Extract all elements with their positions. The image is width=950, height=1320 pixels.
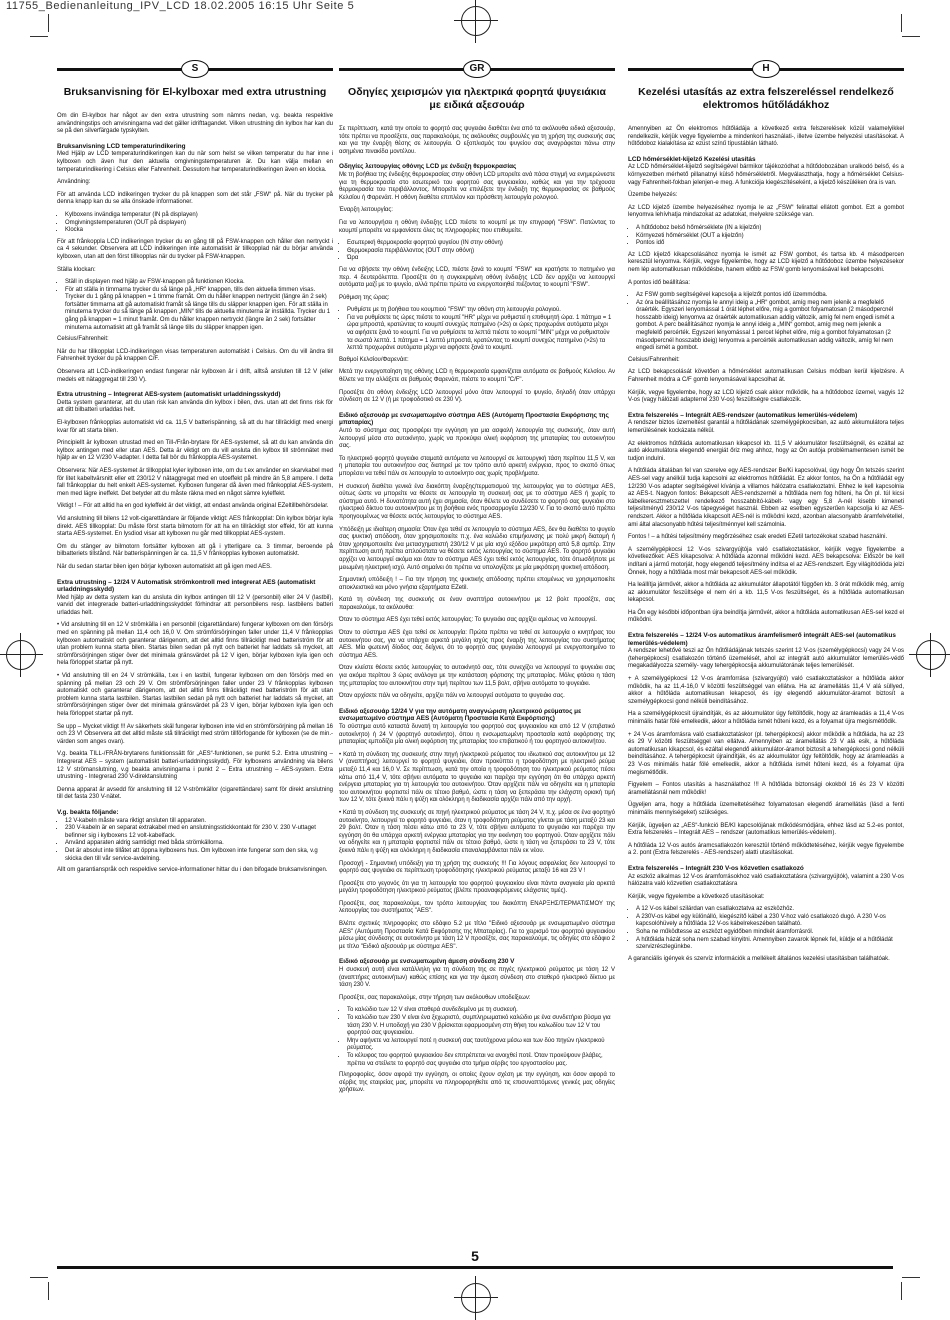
paragraph: A hűtőláda általában fel van szerelve egy AES-rendszer Be/Ki kapcsolóval, úgy hogy Ön tetszés szerint AES-sel vagy anélkül tudja kapcsolni az elektromos hűtőládát. Ez akkor fontos, ha Ön a hűtőládát egy 12/230 V-os adapter segítségével kívánja a villamos hálózatra csatlakoztatni. Ehhez le kell kapcsolnia az AES-t. Nagyon fontos: Bekapcsolt AES-rendszernél a hűtőláda nem fog hűteni, ha Ön pl. túl kicsi kábelkeresztmetszettel rendelkező hosszabbító-kábelt- vagy egy 5,8 A-nél kisebb kimeneti teljesítményű 230/12 V-os tápegységet használ. Ebben az esetben egyszerűen kapcsolja ki az AES-rendszert. Akkor a hűtőláda kikapcsolt AES-nél is működni kezd, azonban alacsonyabb áramfelvétellel, ami által alacsonyabb hűtési teljesítménnyel kell számolnia.: [628, 468, 904, 528]
list-item: • A hűtőláda házát soha nem szabad kinyitni. Amennyiben zavarok lépnek fel, küldje el a hűtőládát szervizrészlegünkbe.: [636, 937, 904, 952]
paragraph: Ha Ön egy későbbi időpontban újra beindítja járművét, akkor a hűtőláda automatikusan AES-sel kezd el működni.: [628, 609, 904, 624]
paragraph: Om din El-kylbox har något av den extra utrustning som nämns nedan, v.g. beakta respektive användningstips och anvisningarna vad det gäller idrifttagandet. Vilken utrustning din kylbox har kan du se på den silverfärgade typskylten.: [57, 113, 333, 135]
paragraph: + A személygépkocsi 12 V-os áramforrása (szivargyújtó) való csatlakoztatáskor a hűtőláda akkor működik, ha az 11,4-16,0 V közötti feszültséggel van ellátva. Ha az áramellátás 11,4 V alá süllyed, akkor a hűtőláda automatikusan lekapcsol, és így elegendő akkumulátor-áramot biztosít a személygépkocsi gond nélküli beindításához.: [628, 676, 904, 705]
bullet-list: [628, 225, 904, 248]
registration-mark-top: [461, 6, 491, 36]
paragraph: A rendszer lehetővé teszi az Ön hűtőládájának tetszés szerint 12 V-os (személygépkocsi) vagy 24 V-os (tehergépkocsi) csatlakozón történő üzemelését, ahol az integrált autó akkumulátor lemerülés-védő megakadályozza személy- vagy tehergépkocsija akkumulátorának teljes lemerülését.: [628, 648, 904, 670]
list-item: • Για να ρυθμίσετε τις ώρες πιέστε το κουμπί "HR" μέχρι να ρυθμιστεί η επιθυμητή ώρα. 1 πάτημα = 1 ώρα μπροστά, κρατώντας το κουμπί συνεχώς πατημένο (>2s) οι ώρες προχωράνε αυτόματα μέχρι να αφήσετε ξανά το κουμπί. Για να ρυθμίσετε τα λεπτά πιέστε το κουμπί "MIN" μέχρι να ρυθμιστούν τα σωστά λεπτά. 1 πάτημα = 1 λεπτό μπροστά, κρατώντας το κουμπί συνεχώς πατημένο (>2s) τα λεπτά προχωράνε αυτόματα μέχρι να αφήσετε ξανά το κουμπί.: [347, 315, 615, 353]
list-item: • Az óra beállításához nyomja le annyi ideig a „HR“ gombot, amíg meg nem jelenik a megfelelő óraérték. Egyszeri lenyomással 1 órát léphet előre, míg a gombot folyamatosan (2 másodpercnél hosszabb ideig) lenyomva az óraérték automatikusan addig változik, amíg fel nem engedi ismét a gombot. A perc beállításához nyomja le annyi ideig a „MIN“ gombot, amíg meg nem jelenik a megfelelő percérték. Egyszeri lenyomással 1 percet léphet előre, míg a gombot folyamatosan (2 másodpercnél hosszabb ideig) lenyomva a percérték automatikusan addig változik, amíg fel nem engedi ismét a gombot.: [636, 300, 904, 353]
paragraph: Έναρξη λειτουργίας:: [339, 207, 393, 214]
paragraph: Kérjük, vegye figyelembe a következő utasításokat:: [628, 893, 765, 900]
bullet-list: [339, 307, 615, 353]
registration-mark-left: [6, 640, 36, 670]
paragraph: Για να λειτουργήσει η οθόνη ένδειξης LCD πιέστε το κουμπί με την επιγραφή "FSW". Πατώντας το κουμπί μπορείτε να εμφανίσετε όλες τις πληροφορίες που επιθυμείτε.: [339, 219, 615, 234]
paragraph: Μετά την ενεργοποίηση της οθόνης LCD η θερμοκρασία εμφανίζεται αυτόματα σε βαθμούς Κελσίου. Αν θέλετε να την αλλάξετε σε βαθμούς Φαρενάιτ, πιέστε το κουμπί "C/F".: [339, 369, 615, 384]
bullet-list: [628, 292, 904, 353]
list-item: • A hűtődoboz belső hőmérséklete (IN a kijelzőn): [636, 225, 904, 233]
paragraph: A rendszer biztos üzemeltést garantál a hűtőládának személygépkocsiban, az autó akkumulátora teljes lemerülésének kockázata nélkül.: [628, 420, 904, 434]
paragraph: Ha leállítja járművét, akkor a hűtőláda az akkumulátor állapotától függően kb. 3 órát működik még, amíg az akkumulátor feszültsége el nem éri a kb. 11,5 V-os feszültséget, és a hűtőláda automatikusan lekapcsol.: [628, 582, 904, 604]
paragraph: Η συσκευή διαθέτει γενικά ένα διακόπτη έναρξης/τερματισμού της λειτουργίας για το σύστημα AES, ούτως ώστε να μπορείτε να θέσετε σε λειτουργία τη συσκευή σας με το σύστημα AES ή χωρίς το σύστημα αυτό. Η δυνατότητα αυτή έχει σημασία, όταν θέλετε να συνδέσετε το φορητό σας ψυγειάκι στο ηλεκτρικό δίκτυο του αυτοκινήτου με τη βοήθεια ενός προσαρμογέα 12/230 V. Για το σκοπό αυτό πρέπει προηγουμένως να θέσετε εκτός λειτουργίας το σύστημα AES.: [339, 483, 615, 520]
list-item: • A 12 V-os kábel szilárdan van csatlakoztatva az eszközhöz.: [636, 906, 904, 914]
paragraph: Detta system garanterar, att du utan risk kan använda din kylbox i bilen, dvs. utan att det finns risk för att ditt bilbatteri urladdas helt.: [57, 399, 333, 414]
paragraph: För att använda LCD indikeringen trycker du på knappen som det står „FSW“ på. När du trycker på denna knapp kan du se alla önskade informationer.: [57, 191, 333, 206]
paragraph: Kérjük, vegye figyelembe, hogy az LCD kijelző csak akkor működik, ha a hűtődoboz üzemel, vagyis 12 V-os (vagy hálózati adapterrel 230 V-os) feszültségre csatlakozik.: [628, 389, 904, 404]
paragraph: Az eszköz alkalmas 12 V-os áramforrásokhoz való csatlakoztatásra (szivargyújtók), valamint a 230 V-os hálózatra való közvetlen csatlakoztatásra: [628, 873, 904, 888]
bullet-list: [339, 1007, 615, 1068]
paragraph: Το ηλεκτρικό φορητό ψυγειάκι σταματά αυτόματα να λειτουργεί σε λειτουργική τάση περίπου 11,5 V, και η μπαταρία του αυτοκινήτου σας διατηρεί με τον τρόπο αυτό αρκετή ενέργεια, προς το σκοπό όπως μπορέσει να τεθεί πάλι σε λειτουργία το αυτοκίνητο σας χωρίς προβλήματα.: [339, 455, 615, 477]
paragraph: Όταν το σύστημα AES έχει τεθεί σε λειτουργία: Πρώτα πρέπει να τεθεί σε λειτουργία ο κινητήρας του αυτοκινήτου σας, για να υπάρχει αρκετά μεγάλη ισχύς προς έναρξη της λειτουργίας του συστήματος AES. Μία φωτεινή δίοδος σας δείχνει, ότι το φορητό σας ψυγειάκι λειτουργεί με ενεργοποιημένο το σύστημα AES.: [339, 630, 615, 659]
page-number: 5: [471, 1248, 479, 1264]
column-body: [628, 126, 904, 963]
paragraph: För att frånkoppla LCD indikeringen trycker du en gång till på FSW-knappen och håller den nertryckt i ca 4 sekunder. Observera att LCD indikeringen inte automatiskt är tillkopplad när du börjar använda kylboxen, utan att den först tillkopplas när du trycker på FSW-knappen.: [57, 238, 333, 260]
list-item: • Ώρα: [347, 255, 615, 263]
paragraph: Όταν το σύστημα AES έχει τεθεί εκτός λειτουργίας: Το ψυγειάκι σας αρχίζει αμέσως να λειτουργεί.: [339, 617, 597, 624]
paragraph: A garanciális igények és szervíz információk a mellékelt általános kezelési utasításban találhatóak.: [628, 955, 890, 962]
paragraph: Για να σβήσετε την οθόνη ένδειξης LCD, πιέστε ξανά το κουμπί "FSW" και κρατήστε το πατημένο για περ. 4 δευτερόλεπτα. Προσέξτε ότι η συγκεκριμένη οθόνη ένδειξης LCD δεν αρχίζει να λειτουργεί αυτόματα μαζί με το ψυγείο, αλλά πρέπει πρώτα να ενεργοποιηθεί πιέζοντας το κουμπί "FSW".: [339, 266, 615, 289]
paragraph: • Κατά τη σύνδεση της συσκευής σε πηγή ηλεκτρικού ρεύματος με τάση 24 V, π.χ. μέσα σε ένα φορτηγό αυτοκίνητο, λειτουργεί το φορητό ψυγειάκι, όταν η τροφοδότηση ρεύματος γίνεται με τάση μεταξύ 23 και 29 βολτ. Όταν η τάση πέσει κάτω από τα 23 V, τότε σβήνει αυτόματα το ψυγειάκι και παρέχει την εγγύηση ότι θα υπάρχει αρκετή ενέργεια μπαταρίας για την εκκίνηση του φορτηγού. Όταν αρχίζετε πάλι να οδηγείτε και η μπαταρία φορτιστεί πάλι σε τέτοιο βαθμό, ώστε η τάση να ξεπεράσει τα 23 V, τότε ξεκινά πάλι η ψύξη και ολόκληρη η διαδικασία επαναλαμβάνεται πάλι εκ νέου.: [339, 809, 615, 854]
bullet-list: [57, 818, 333, 864]
paragraph: Προσέξτε, σας παρακαλούμε, τον τρόπο λειτουργίας του διακόπτη ΕΝΑΡΞΗΣ/ΤΕΡΜΑΤΙΣΜΟΥ της λειτουργίας του συστήματος "AES".: [339, 900, 615, 915]
paragraph: Celsius/Fahrenheit:: [57, 336, 109, 343]
registration-mark-bottom: [461, 1283, 491, 1313]
paragraph: Προσέξτε, σας παρακαλούμε, στην τήρηση των ακόλουθων υποδείξεων:: [339, 994, 531, 1001]
section-heading: Ειδικό αξεσουάρ 12/24 V για την αυτόματη αναγνώριση ηλεκτρικού ρεύματος με ενσωματωμένο σύστημα AES (Αυτόματη Προστασία Κατά Εκφόρτισης): [339, 707, 582, 723]
paragraph: • Κατά τη σύνδεση της συσκευής στην πηγή ηλεκτρικού ρεύματος του ιδιωτικού σας αυτοκινήτου με 12 V (αναπτήρας) λειτουργεί το φορητό ψυγειάκι, όταν προκύπτει η τροφοδότηση με ηλεκτρικό ρεύμα μεταξύ 11,4 και 16,0 V. Σε περίπτωση, κατά την οποία η τροφοδότηση του ηλεκτρικού ρεύματος πέσει κάτω από 11,4 V, τότε σβήνει αυτόματα το ψυγειάκι και παρέχει την εγγύηση ότι θα υπάρχει αρκετή ενέργεια μπαταρίας για τη λειτουργία του αυτοκινήτου. Όταν αρχίζετε πάλι να οδηγείτε και η μπαταρία του αυτοκινήτου φορτιστεί πάλι σε τέτοιο βαθμό, ώστε η τάση να ξεπεράσει την ελάχιστη οριακή τιμή των 12 V, τότε ξεκινά πάλι η ψύξη και ολόκληρη η διαδικασία αρχίζει πάλι από την αρχή.: [339, 751, 615, 804]
list-item: • A 230V-os kábel egy különálló, kiegészítő kábel a 230 V-hoz való csatlakozó dugó. A 230 V-os kapcsolóhüvely a hűtőláda 12 V-os kábelrekeszében található.: [636, 914, 904, 929]
list-item: • Környezeti hőmérséklet (OUT a kijelzőn): [636, 233, 904, 241]
paragraph: Κατά τη σύνδεση της συσκευής σε έναν αναπτήρα αυτοκινήτου με 12 βολτ προσέξτε, σας παρακαλούμε, τα ακόλουθα:: [339, 597, 615, 611]
paragraph: Fontos ! – a hűtési teljesítmény megőrzéséhez csak eredeti EZetil tartozékokat szabad használni.: [628, 534, 888, 541]
list-item: • Ρυθμίστε με τη βοήθεια του κουμπιού "FSW" την οθόνη στη λειτουργία ρολογιού.: [347, 307, 615, 315]
paragraph: A pontos idő beállítása:: [628, 279, 691, 286]
paragraph: Allt om garantianspråk och respektive service-informationer hittar du i den bifogade bruksanvisningen.: [57, 867, 328, 874]
paragraph: Amennyiben az Ön elektromos hűtőládája a következő extra felszerelések közül valamelyikkel rendelkezik, kérjük vegye figyelembe a mindenkori használati-, illetve üzembe helyezési utasításokat. A hűtődoboz kialakítása az ezüst színű típustáblán látható.: [628, 126, 904, 148]
list-item: • 230 V-kabeln är en separat extrakabel med en anslutningsstickkontakt för 230 V. 230 V-uttaget befinner sig i kylboxens 12 volt-kabelfack.: [65, 825, 333, 840]
list-item: • Εσωτερική θερμοκρασία φορητού ψυγείου (IN στην οθόνη): [347, 240, 615, 248]
crop-mark: [30, 1277, 48, 1278]
paragraph: Ha a személygépkocsit újraindítják, és az akkumulátor úgy feltöltődik, hogy az áramleadás a 11,4 V-os minimális határ fölé emelkedik, akkor a hűtőláda ismét hűteni kezd, és a folyamat újra megismétlődik.: [628, 711, 904, 725]
list-item: • För att ställa in timmarna trycker du så länge på „HR“ knappen, tills den aktuella timmen visas. Trycker du 1 gång på knappen = 1 timme framåt. Om du håller knappen nertryckt (längre än 2 sek) fortsätter timmarna att gå automatiskt framåt så länge tills du släpper knappen igen. För att ställa in minuterna trycker du så länge på knappen „MIN“ tills de aktuella minuterna är inställda. Trycker du 1 gång på knappen = 1 minut framåt. Om du håller knappen nertryckt (längre än 2 sek) fortsätter minuterna automatiskt att gå framåt så länge tills du släpper knappen igen.: [65, 287, 333, 333]
paragraph: Observera att LCD-indikeringen endast fungerar när kylboxen är i drift, alltså ansluten till 12 V (eller medels ett nätaggregat till 230 V).: [57, 369, 333, 383]
column-body: [57, 113, 333, 875]
paragraph: Figyelem – Fontos utasítás a használathoz !!! A hűtőláda biztonsági okokból 16 és 23 V közötti áramellátásnál nem működik!: [628, 782, 904, 796]
paragraph: Βλέπε σχετικές πληροφορίες στο εδάφιο 5.2 με τίτλο "Ειδικό αξεσουάρ με ενσωματωμένο σύστημα AES" (Αυτόματη Προστασία Κατά Εκφόρτισης της Μπαταρίας). Για το χειρισμό του φορητού ψυγειακίου μέσω μίας σύνδεσης σε αυτοκίνητο με τάση 12 V προσέξτε, σας παρακαλούμε, τις οδηγίες στο εδάφιο 2 με τίτλο "Ειδικό αξεσουάρ με σύστημα AES".: [339, 921, 615, 950]
paragraph: Σημαντική υπόδειξη ! – Για την τήρηση της ψυκτικής απόδοσης πρέπει επομένως να χρησιμοποιείτε αποκλειστικά και μόνο γνήσια εξαρτήματα EZetil.: [339, 577, 615, 591]
paragraph: • Vid anslutning till en 24 V strömkälla, t.ex i en lastbil, fungerar kylboxen om den försörjs med en spänning på mellan 23 och 29 V. Om strömförsörjningen faller under 23 V frånkopplas kylboxen automatiskt och garanterar därigenom, att det alltid finns tillräckligt med batteriström för att utan problem kunna starta lastbilen. Startas lastbilen sedan på nytt och batteriet har laddats så mycket, att strömförsörjningen stiger över det minimala gränsvärdet på 23 V igen, börjar kylboxen kyla igen och hela förloppet startar på nytt.: [57, 673, 333, 717]
paragraph: Προσέξτε ότι οθόνη ένδειξης LCD λειτουργεί μόνο όταν λειτουργεί το ψυγείο, δηλαδή όταν υπάρχει σύνδεση σε 12 V (ή με τροφοδοτικό σε 230 V).: [339, 389, 615, 404]
section-heading: LCD hőmérséklet-kijelző Kezelési utasítás: [628, 155, 756, 163]
column-title: Οδηγίες χειρισμών για ηλεκτρικά φορητά ψυγειάκια με ειδικά αξεσουάρ: [348, 86, 606, 111]
language-tab: [628, 62, 904, 78]
paragraph: Με τη βοήθεια της ένδειξης θερμοκρασίας στην οθόνη LCD μπορείτε ανά πάσα στιγμή να ενημερώνεστε για τη θερμοκρασία στο εσωτερικό του φορητού σας ψυγειακίου, καθώς και για την τρέχουσα θερμοκρασία του περιβάλλοντος. Μπορείτε να επιλέξετε την ένδειξη της θερμοκρασίας σε βαθμούς Κελσίου ή Φαρενάιτ. Η οθόνη διαθέτει επιπλέον και πρόσθετη λειτουργία ρολογιού.: [339, 171, 615, 201]
paragraph: Αυτό το σύστημα σας προσφέρει την εγγύηση για μια ασφαλή λειτουργία της συσκευής, όταν αυτή λειτουργεί μέσα στο αυτοκίνητο, χωρίς να προκύψει ολική εκφόρτιση της μπαταρίας του αυτοκινήτου σας.: [339, 428, 615, 450]
list-item: • Kylboxens invändiga temperatur (IN på displayen): [65, 212, 333, 220]
paragraph: Vid anslutning till bilens 12 volt-cigarettändare är följande viktigt: AES frånkopplat: Din kylbox börjar kyla direkt. AES tillkopplat: Du måste först starta bilmotorn för att ha en tillräckligt stor effekt, för att kunna starta AES-systemet. En lysdiod visar att kylboxen nu går med tillkopplat AES-system.: [57, 515, 333, 538]
bullet-list: [57, 279, 333, 332]
crop-mark: [901, 1282, 902, 1300]
paragraph: Celsius/Fahrenheit:: [628, 356, 680, 363]
list-item: • Det är absolut inte tillåtet att öppna kylboxens hus. Om kylboxen inte fungerar som den ska, v.g skicka den till vår service-avdelning.: [65, 848, 333, 863]
paragraph: Om du stänger av bilmotorn fortsätter kylboxen att gå i ytterligare ca. 3 timmar, beroende på bilbatteriets tillstånd. När batterispänningen är ca. 11,5 V frånkopplas kylboxen automatiskt.: [57, 543, 333, 558]
section-heading: Ειδικό αξεσουάρ με ενσωματωμένη άμεση σύνδεση 230 V: [339, 958, 515, 966]
section-heading: Extra felszerelés – 12/24 V-os automatikus áramfelismerő integrált AES-sel (automatikus lemerülés-védelem): [628, 632, 896, 647]
crop-mark: [902, 1277, 920, 1278]
paragraph: A hűtőláda 12 V-os autós áramcsatlakozón keresztül történő működtetéséhez, kérjük vegye figyelembe a 2. pont (Extra felszerelés - AES-rendszer) alatti utasításokat.: [628, 842, 904, 857]
paragraph: V.g. beakta TILL-/FRÅN-brytarens funktionssätt för „AES“-funktionen, se punkt 5.2. Extra utrustning – Integrerat AES – system (automatiskt batteri-urladdningsskydd). För kylboxens användning via bilens 12 V strömanslutning, v.g beakta anvisningarna i punkt 2 – Extra utrustning – AES-system. Extra utrustning - Integrerad 230 V-direktanslutning: [57, 751, 333, 781]
paragraph: Βαθμοί Κελσίου/Φαρενάιτ:: [339, 356, 409, 363]
paragraph: Όταν κλείστε θέσετε εκτός λειτουργίας το αυτοκίνητό σας, τότε συνεχίζει να λειτουργεί το ψυγειάκι σας για ακόμα περίπου 3 ώρες ανάλογα με την κατάσταση φόρτισης της μπαταρίας. Μόλις φτάσει η τάση της μπαταρίας του αυτοκινήτου στην τιμή περίπου των 11,5 βολτ, σβήνει αυτόματα το ψυγειάκι.: [339, 665, 615, 687]
paragraph: Observera: När AES-systemet är tillkopplat kyler kylboxen inte, om du t.ex använder en skarvkabel med för litet kabeltvärsnitt eller ett 230/12 V nätaggregat med en utoeffekt på mindre än 5,8 ampere. I detta fall frånkopplar du helt enkelt AES-systemet. Kylboxen fungerar då även med frånkopplat AES-system, men med lägre ineffekt. Det betyder att du måste räkna med en något sämre kyleffekt.: [57, 467, 333, 497]
section-heading: Οδηγίες λειτουργίας οθόνης LCD με ένδειξη θερμοκρασίας: [339, 163, 517, 171]
footer-rule: [57, 1266, 893, 1269]
paragraph: El-kylboxen frånkopplas automatiskt vid ca. 11,5 V batterispänning, så att du har tillräckligt med energi kvar för att starta bilen.: [57, 420, 333, 434]
paragraph: Az LCD hőmérséklet-kijelző segítségével bármikor tájékozódhat a hűtődobozában uralkodó belső, és a környezetben mérhető pillanatnyi külső hőmérsékletről. Megválaszthatja, hogy a hőmérséklet Celsius- vagy Fahrenheit-fokban jelenjen-e meg. A funkciója kiegészítéseként, a kijelző készüléken óra is van.: [628, 164, 904, 186]
section-heading: Extra felszerelés – Integrált AES-rendszer (automatikus lemerülés-védelem): [628, 411, 858, 419]
crop-mark: [48, 14, 49, 32]
list-item: • 12 V-kabeln måste vara riktigt ansluten till apparaten.: [65, 818, 333, 826]
list-item: • Klocka: [65, 227, 333, 235]
bullet-list: [339, 240, 615, 263]
column-greek: [339, 62, 615, 1100]
language-tab: [57, 62, 333, 78]
paragraph: Viktigt ! – För att alltid ha en god kyleffekt är det viktigt, att endast använda original EZeltillbehörsdelar.: [57, 503, 329, 510]
column-hungarian: [628, 62, 904, 968]
paragraph: När du har tillkopplat LCD-indikeringen visas temperaturen automatiskt i Celsius. Om du vill ändra till Fahrenheit trycker du på knappen C/F.: [57, 348, 333, 363]
column-swedish: [57, 62, 333, 880]
paragraph: Kérjük, ügyeljen az „AES“-funkció BE/KI kapcsolójának működésmódjára, ehhez lásd az 5.2-es pontot, Extra felszerelés – Integrált AES – rendszer (automatikus lemerülés-védelem).: [628, 822, 904, 837]
paragraph: Denna apparat är avsedd för anslutning till 12 V-strömkällor (cigarettändare) samt för direkt anslutning till det fasta 230 V-nätet.: [57, 786, 333, 801]
crop-mark: [901, 14, 902, 32]
list-item: • Az FSW gomb segítségével kapcsolja a kijelzőt pontos idő üzemmódba.: [636, 292, 904, 300]
paragraph: Med Hjälp av LCD temperaturindikeringen kan du när som helst se vilken temperatur du har inne i kylboxen och även hur den aktuella omgivningstemperaturen är. Du kan välja mellan en temperaturindikering i Celsius eller Fahrenheit. Dessutom har temperaturindikeringen även en klocka.: [57, 151, 333, 173]
paragraph: Υπόδειξη με ιδιαίτερη σημασία: Όταν έχει τεθεί σε λειτουργία το σύστημα AES, δεν θα διαθέτει το ψυγείο σας ψυκτική απόδοση, όταν χρησιμοποιείτε π.χ. ένα καλώδιο επιμήκυνσης με πολύ μικρή διατομή ή όταν χρησιμοποιείτε ένα μετασχηματιστή 230/12 V με μία ισχύ εξόδου μικρότερη από 5,8 αμπέρ. Στην περίπτωση αυτή πρέπει απλούστατα να θέσετε εκτός λειτουργίας το σύστημα AES. Το φορητό ψυγειάκι αρχίζει να λειτουργεί ακόμα και όταν το σύστημα AES έχει τεθεί εκτός λειτουργίας, τότε όπωσδήποτε με μειωμένη ηλεκτρική ισχύ. Αυτό σημαίνει ότι πρέπει να υπολογίζετε με μία μικρότερη ψυκτική απόδοση.: [339, 526, 616, 571]
list-item: • Θερμοκρασία περιβάλλοντος (OUT στην οθόνη): [347, 248, 615, 256]
paragraph: Το σύστημα αυτό καταστά δυνατή τη λειτουργία του φορητού σας ψυγειακίου και από 12 V (επιβατικό αυτοκίνητο) ή 24 V (φορτηγό αυτοκίνητο), όπου η ενσωματωμένη προστασία κατά εκφόρτισης της μπαταρίας εμποδίζει μία ολική εκφόρτιση της μπαταρίας του επιβατικού ή του φορτηγού αυτοκινήτου.: [339, 724, 615, 746]
crop-mark: [48, 1282, 49, 1300]
paragraph: Ställa klockan:: [57, 266, 96, 273]
paragraph: Üzembe helyezés:: [628, 192, 678, 199]
paragraph: Principiellt är kylboxen utrustad med en Till-/Från-brytare för AES-systemet, så att du kan använda din kylbox antingen med eller utan AES. Detta är viktigt om du vill ansluta din kylbox till strömnätet med hjälp av en 12 V/230 V-adapter. I detta fall bör du frånkoppla AES-systemet.: [57, 440, 333, 462]
paragraph: Η συσκευή αυτή είναι κατάλληλη για τη σύνδεση της σε πηγές ηλεκτρικού ρεύματος με τάση 12 V (αναπτήρες αυτοκινήτων) καθώς επίσης και για την άμεση σύνδεση στο σταθερό ηλεκτρικό δίκτυο με τάση 230 V.: [339, 967, 615, 989]
paragraph: Όταν αρχίσετε πάλι να οδηγείτε, αρχίζει πάλι να λειτουργεί αυτόματα το ψυγειάκι σας.: [339, 693, 565, 700]
paragraph: Πληροφορίες, όσον αφορά την εγγύηση, οι οποίες έχουν σχέση με την εγγύηση, και όσον αφορά το σέρβις της εταιρείας μας, μπορείτε να πληροφορηθείτε από τις επισυναπτόμενες γενικές μας οδηγίες χρήσεων.: [339, 1072, 615, 1094]
paragraph: Ρύθμιση της ώρας:: [339, 294, 390, 301]
paragraph: Az LCD bekapcsolását követően a hőmérséklet automatikusan Celsius módban kerül kijelzésre. A Fahrenheit módra a C/F gomb lenyomásával kapcsolhat át.: [628, 369, 904, 384]
list-item: • Använd apparaten aldrig samtidigt med båda strömkällorna.: [65, 840, 333, 848]
list-item: • Το καλώδιο των 230 V είναι ένα ξεχωριστό, συμπληρωματικό καλώδιο με ένα συνδετήριο βύσμα για τάση 230 V. Η υποδοχή για 230 V βρίσκεται εφαρμοσμένη στη θήκη του καλωδίου των 12 V του φορητού σας ψυγειακίου.: [347, 1015, 615, 1038]
column-title: Bruksanvisning för El-kylboxar med extra utrustning: [63, 86, 327, 98]
paragraph: Προσέξτε στο γεγονός ότι για τη λειτουργία του φορητού ψυγειακίου είναι πάντα αναγκαία μία αρκετά μεγάλη τροφοδότηση ηλεκτρικού ρεύματος (βλέπε προαναφερόμενες ελάχιστες τιμές).: [339, 880, 615, 895]
paragraph: Användning:: [57, 179, 91, 186]
list-item: • Soha ne működtesse az eszközt egyidőben mindkét áramforrásról.: [636, 929, 904, 937]
paragraph: Προσοχή - Σημαντική υπόδειξη για τη χρήση της συσκευής !!! Για λόγους ασφαλείας δεν λειτουργεί το φορητό σας ψυγειάκι σε περίπτωση τροφοδότησης ηλεκτρικού ρεύματος μεταξύ 16 και 23 V !: [339, 860, 615, 875]
paragraph: + 24 V-os áramforrásra való csatlakoztatáskor (pl. tehergépkocsi) akkor működik a hűtőláda, ha az 23 és 29 V közötti feszültséggel van ellátva. Amennyiben az áramellátás 23 V alá esik, a hűtőláda automatikusan kikapcsol, és ezáltal elegendő akkumulátor-áramot biztosít a tehergépkocsi gond nélküli beindításához. A tehergépkocsit újraindítják, és az akkumulátor úgy feltöltődik, hogy az áramleadás a 23 V-os minimális határ fölé emelkedik, akkor a hűtőláda ismét hűteni kezd, és a folyamat újra megismétlődik.: [628, 731, 904, 776]
paragraph: Az LCD kijelző kikapcsolásához nyomja le ismét az FSW gombot, és tartsa kb. 4 másodpercen keresztül lenyomva. Kérjük, vegye figyelembe, hogy az LCD kijelző a hűtődoboz üzembe helyezésekor nem lép automatikusan működésbe, hanem előbb az FSW gomb lenyomásával kell bekapcsolni.: [628, 251, 904, 273]
column-body: [339, 126, 615, 1095]
list-item: • Μην αφήνετε να λειτουργεί ποτέ η συσκευή σας ταυτόχρονα μέσω και των δύο πηγών ηλεκτρικού ρεύματος.: [347, 1038, 615, 1053]
paragraph: Σε περίπτωση, κατά την οποία το φορητό σας ψυγειάκι διαθέτει ένα από τα ακόλουθα ειδικά αξεσουάρ, τότε πρέπει να προσέξετε, σας παρακαλούμε, τις ακόλουθες συμβουλές για τη χρήση της συσκευής σας και για την έναρξη θέσης σε λειτουργία. Ο εξοπλισμός του ψυγείου σας αναγράφεται πάνω στην ασημένια πινακίδα μοντέλου.: [339, 126, 615, 155]
bullet-list: [57, 212, 333, 235]
print-header: 11755_Bedienanleitung_IPV_LCD 18.02.2005 16:15 Uhr Seite 5: [6, 0, 355, 12]
bullet-list: [628, 906, 904, 952]
section-heading: Extra utrustning – Integrerat AES-system (automatiskt urladdningsskydd): [57, 391, 281, 399]
crop-mark: [30, 36, 48, 37]
paragraph: Az LCD kijelző üzembe helyezéséhez nyomja le az „FSW“ felirattal ellátott gombot. Ezt a gombot lenyomva lehívhatja mindazokat az adatokat, melyekre szüksége van.: [628, 204, 904, 219]
language-tab: [339, 62, 615, 78]
section-heading: Extra felszerelés – Integrált 230 V-os közvetlen csatlakozó: [628, 864, 804, 872]
language-badge: S: [181, 60, 209, 78]
list-item: • Omgivningstemperaturen (OUT på displayen): [65, 220, 333, 228]
list-item: • Το κέλυφος του φορητού ψυγειακίου δεν επιτρέπεται να ανοιχθεί ποτέ. Όταν προκύψουν βλάβες, πρέπει να στείλετε το φορητό σας ψυγειάκι στο τμήμα σέρβις του εργοστασίου μας.: [347, 1053, 615, 1068]
section-heading: V.g. beakta följande:: [57, 808, 119, 816]
section-heading: Ειδικό αξεσουάρ με ενσωματωμένο σύστημα AES (Αυτόματη Προστασία Εκφόρτισης της μπαταρίας): [339, 411, 609, 427]
column-title: Kezelési utasítás az extra felszereléssel rendelkező elektromos hűtőládákhoz: [638, 86, 894, 111]
language-badge: H: [752, 60, 780, 78]
paragraph: Ügyeljen arra, hogy a hűtőláda üzemeltetéséhez folyamatosan elegendő áramellátás (lásd a fenti minimális mennyiségeket) szükséges.: [628, 802, 904, 816]
list-item: • Pontos idő: [636, 240, 904, 248]
list-item: • Το καλώδιο των 12 V είναι σταθερά συνδεδεμένο με τη συσκευή.: [347, 1007, 615, 1015]
paragraph: Az elektromos hűtőláda automatikusan kikapcsol kb. 11,5 V akkumulátor feszültségnél, és ezáltal az autó akkumulátora elegendő energiát őriz meg ahhoz, hogy az Ön autója problémamentesen ismét be tudjon indulni.: [628, 440, 904, 462]
crop-mark: [902, 36, 920, 37]
list-item: • Ställ in displayen med hjälp av FSW-knappen på funktionen Klocka.: [65, 279, 333, 287]
paragraph: Se upp – Mycket viktigt !!! Av säkerhets skäl fungerar kylboxen inte vid en strömförsörjning på mellan 16 och 23 V! Observera att det alltid måste stå tillräckligt med ström tillförfogande för kylboxen (se de min.-värden som anges ovan).: [57, 723, 333, 745]
section-heading: Bruksanvisning LCD temperaturindikering: [57, 142, 186, 150]
paragraph: När du sedan startar bilen igen börjar kylboxen automatiskt att gå igen med AES.: [57, 563, 272, 570]
paragraph: • Vid anslutning till en 12 V strömkälla i en personbil (cigarettändare) fungerar kylboxen om den försörjs med en spänning på mellan 11,4 och 16,0 V. Om strömförsörjningen faller under 11,4 V frånkopplas kylboxen automatiskt och garanterar därigenom, att det alltid finns tillräckligt med batteriström för att utan problem kunna starta bilen. Startas bilen sedan på nytt och batteriet har laddats så mycket, att strömförsörjningen stiger över det minimala gränsvärdet på 12 V igen, börjar kylboxen kyla igen och hela förloppet startar på nytt.: [57, 622, 333, 667]
registration-mark-right: [916, 640, 946, 670]
language-badge: GR: [463, 60, 491, 78]
paragraph: Med hjälp av detta system kan du ansluta din kylbox antingen till 12 V (personbil) eller 24 V (lastbil), varvid det integrerade batteri-urladdningsskyddet förhindrar att personbilens resp. lastbilens batteri urladdas helt.: [57, 594, 333, 616]
paragraph: A személygépkocsi 12 V-os szivargyújtója való csatlakoztatáskor, kérjük vegye figyelembe a következőket: AES kikapcsolva: A hűtőláda azonnal működni kezd. AES bekapcsolva: Először be kell indítani a jármű motorját, hogy elegendő teljesítmény indítsa el az AES-rendszert. Egy világítódióda jelzi Önnek, hogy a hűtőláda most már bekapcsolt AES-sel működik.: [628, 546, 904, 576]
section-heading: Extra utrustning – 12/24 V Automatisk strömkontroll med integrerat AES (automatiskt urladdningsskydd): [57, 578, 316, 594]
